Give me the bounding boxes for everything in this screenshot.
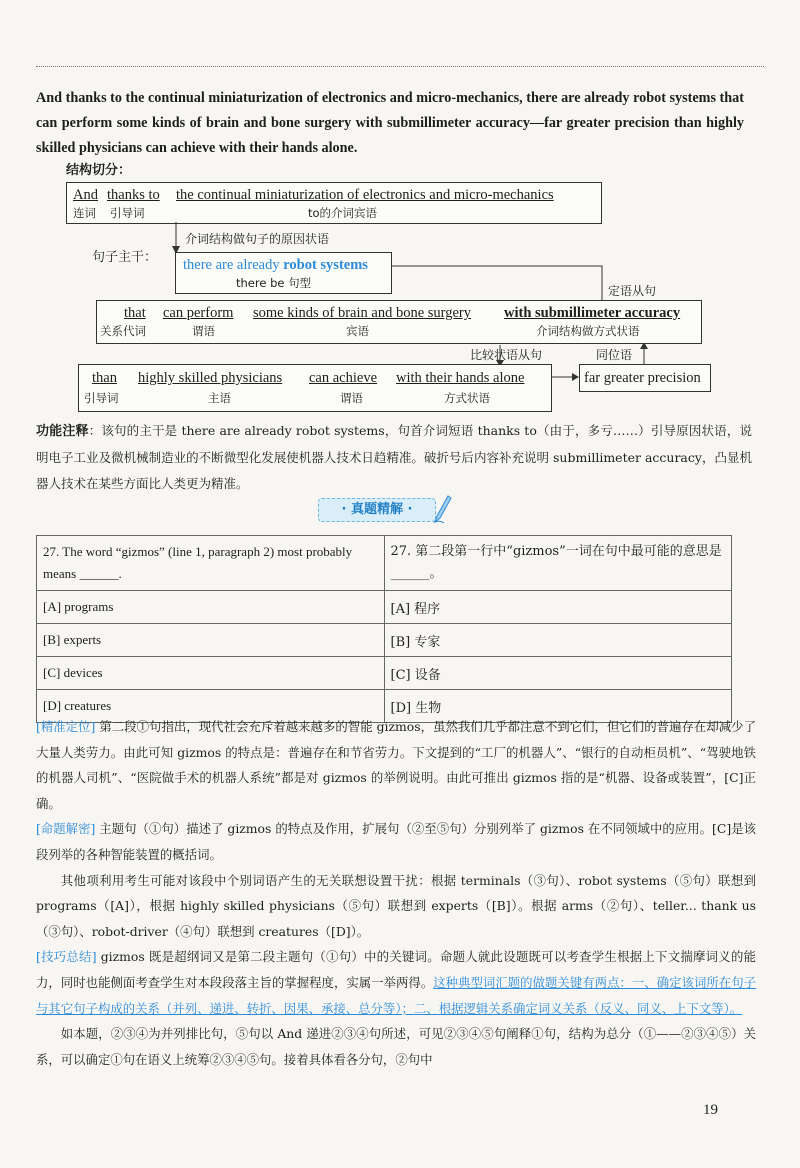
pen-icon xyxy=(432,494,452,524)
row3-perform-role: 谓语 xyxy=(192,324,215,338)
option-zh: [D] 生物 xyxy=(384,690,732,723)
option-row xyxy=(37,657,732,690)
row1-thanks: thanks to xyxy=(107,187,160,203)
structure-label: 结构切分： xyxy=(66,163,132,178)
option-en: [B] experts xyxy=(37,624,385,657)
appositive-text: far greater precision xyxy=(584,370,701,386)
source-sentence: And thanks to the continual miniaturization of electronics and micro-mechanics, there are already robot systems that can perform some kinds of brain and bone surgery with submillimeter accuracy—far greater precision than highly skilled physicians can achieve with their hands alone. xyxy=(36,90,744,156)
question-stem-zh: 27. 第二段第一行中“gizmos”一词在句中最可能的意思是______。 xyxy=(384,536,732,591)
option-row xyxy=(37,591,732,624)
note-attributive: 定语从句 xyxy=(608,284,657,298)
row1-and-role: 连词 xyxy=(73,206,96,220)
row4-achieve: can achieve xyxy=(309,370,378,386)
row3-perform: can perform xyxy=(163,305,234,321)
option-row xyxy=(37,624,732,657)
main-clause-label: 句子主干： xyxy=(92,250,158,265)
main-clause xyxy=(183,257,368,273)
option-en: [C] devices xyxy=(37,657,385,690)
question-table xyxy=(36,535,732,723)
tag-positioning: [精准定位] xyxy=(36,719,96,734)
option-en: [D] creatures xyxy=(37,690,385,723)
row4-hands-role: 方式状语 xyxy=(444,391,490,405)
row1-phrase: the continual miniaturization of electronics and micro-mechanics xyxy=(176,187,554,203)
paragraph-decode-text: 主题句（①句）描述了 gizmos 的特点及作用，扩展句（②至⑤句）分别列举了 gizmos 在不同领域中的应用。[C]是该段列举的各种智能装置的概括词。 xyxy=(36,821,756,862)
row3-that: that xyxy=(124,305,146,321)
row3-manner: with submillimeter accuracy xyxy=(504,305,681,321)
row4-achieve-role: 谓语 xyxy=(340,391,363,405)
row3-that-role: 关系代词 xyxy=(100,324,146,338)
tag-decode: [命题解密] xyxy=(36,821,96,837)
paragraph-skills-key: 这种典型词汇题的做题关键有两点：一、确定该词所在句子与其它句子构成的关系（并列、递进、转折、因果、承接、总分等）；二、根据逻辑关系确定词义关系（反义、同义、上下文等）。 xyxy=(36,974,757,1016)
question-stem-en: 27. The word “gizmos” (line 1, paragraph 2) most probably means ______. xyxy=(37,536,385,591)
row3-manner-role: 介词结构做方式状语 xyxy=(536,324,640,338)
page-number: 19 xyxy=(703,1102,718,1118)
paragraph-skills-text: gizmos 既是超纲词又是第二段主题句（①句）中的关键词。命题人就此设题既可以考查学生根据上下文揣摩词义的能力，同时也能侧面考查学生对本段段落主旨的掌握程度，实属一举两得。 xyxy=(36,949,756,990)
note-cause: 介词结构做句子的原因状语 xyxy=(185,232,330,246)
section-banner: · 真题精解 · xyxy=(318,498,436,522)
option-zh: [C] 设备 xyxy=(384,657,732,690)
tag-skills: [技巧总结] xyxy=(36,949,97,965)
row4-subject: highly skilled physicians xyxy=(138,370,283,386)
paragraph-decode xyxy=(36,816,756,867)
row4-subject-role: 主语 xyxy=(208,391,231,405)
analysis-body xyxy=(36,714,756,1072)
row3-object-role: 宾语 xyxy=(346,324,369,338)
paragraph-skills xyxy=(36,944,756,1021)
note-comparative: 比较状语从句 xyxy=(470,348,543,362)
row4-than: than xyxy=(92,370,117,386)
main-clause-role: there be 句型 xyxy=(236,276,312,290)
row4-hands: with their hands alone xyxy=(396,370,525,386)
paragraph-distractors: 其他项利用考生可能对该段中个别词语产生的无关联想设置干扰：根据 terminals（③句）、robot systems（⑤句）联想到 programs（[A]），根据 highly skilled physicians（⑤句）联想到 experts（[B]）。根据 arms（②句）、teller... thank us（③句）、robot-driver（④句）联想到 creatures（[D]）。 xyxy=(36,872,756,939)
row4-than-role: 引导词 xyxy=(84,391,119,405)
row1-phrase-role: to的介词宾语 xyxy=(308,206,378,220)
paragraph-example: 如本题，②③④为并列排比句，⑤句以 And 递进②③④句所述，可见②③④⑤句阐释①句，结构为总分（①——②③④⑤）关系，可以确定①句在语义上统筹②③④⑤句。接着具体看各分句，②句中 xyxy=(36,1026,756,1067)
row1-thanks-role: 引导词 xyxy=(110,206,145,220)
question-stem-row xyxy=(37,536,732,591)
paragraph-positioning-text: 第二段①句指出，现代社会充斥着越来越多的智能 gizmos，虽然我们几乎都注意不到它们，但它们的普遍存在却减少了大量人类劳力。由此可知 gizmos 的特点是：普遍存在和节省劳力。下文提到的“工厂的机器人”、“银行的自动柜员机”、“驾驶地铁的机器人司机”、“医院做手术的机器人系统”都是对 gizmos 的举例说明。由此可推出 gizmos 指的是“机器、设备或装置”，[C]正确。 xyxy=(36,719,756,811)
main-clause-bold: robot systems xyxy=(283,257,368,273)
note-appositive: 同位语 xyxy=(596,348,633,362)
paragraph-positioning xyxy=(36,714,756,816)
function-note xyxy=(36,418,752,497)
structure-connectors xyxy=(0,0,800,420)
option-zh: [B] 专家 xyxy=(384,624,732,657)
row3-object: some kinds of brain and bone surgery xyxy=(253,305,471,321)
function-label: 功能注释 xyxy=(36,424,89,439)
function-text: ：该句的主干是 there are already robot systems，句首介词短语 thanks to（由于，多亏……）引导原因状语，说明电子工业及微机械制造业的不断微型化发展使机器人技术日趋精准。破折号后内容补充说明 submillimeter accuracy，凸显机器人技术在某些方面比人类更为精准。 xyxy=(36,423,752,491)
row1-and: And xyxy=(73,187,98,203)
option-en: [A] programs xyxy=(37,591,385,624)
option-zh: [A] 程序 xyxy=(384,591,732,624)
main-clause-plain: there are already xyxy=(183,257,284,273)
